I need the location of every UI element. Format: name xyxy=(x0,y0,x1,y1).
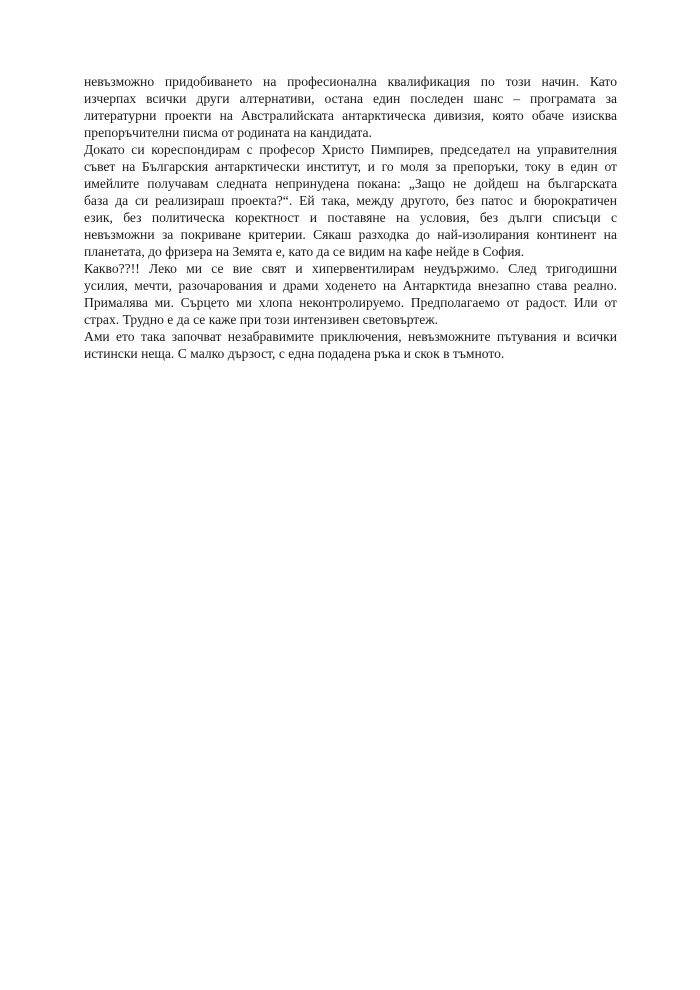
body-text xyxy=(84,73,617,362)
text-line: език, без политическа коректност и поставяне на условия, без дълги списъци с xyxy=(84,210,617,225)
text-line: Прималява ми. Сърцето ми хлопа неконтролируемо. Предполагаемо от радост. Или от xyxy=(84,295,617,310)
paragraph-4 xyxy=(84,328,617,362)
text-line: препоръчителни писма от родината на кандидата. xyxy=(84,125,372,140)
text-line: база да си реализираш проекта?“. Ей така, между другото, без патос и бюрократичен xyxy=(84,193,617,208)
text-line: Докато си кореспондирам с професор Христо Пимпирев, председател на управителния xyxy=(84,142,617,157)
text-line: планетата, до фризера на Земята е, като да се видим на кафе нейде в София. xyxy=(84,244,525,259)
text-line: страх. Трудно е да се каже при този интензивен световъртеж. xyxy=(84,312,439,327)
text-line: Ами ето така започват незабравимите приключения, невъзможните пътувания и всички xyxy=(84,329,617,344)
paragraph-2 xyxy=(84,141,617,260)
text-line: невъзможно придобиването на професионална квалификация по този начин. Като xyxy=(84,74,617,89)
text-line: Какво??!! Леко ми се вие свят и хипервентилирам неудържимо. След тригодишни xyxy=(84,261,617,276)
text-line: съвет на Българския антарктически институт, и го моля за препоръки, току в един от xyxy=(84,159,617,174)
paragraph-1 xyxy=(84,73,617,141)
paragraph-3 xyxy=(84,260,617,328)
text-line: истински неща. С малко дързост, с една подадена ръка и скок в тъмното. xyxy=(84,346,505,361)
text-line: усилия, мечти, разочарования и драми ходенето на Антарктида внезапно става реално. xyxy=(84,278,617,293)
text-line: изчерпах всички други алтернативи, остана един последен шанс – програмата за xyxy=(84,91,617,106)
text-line: литературни проекти на Австралийската антарктическа дивизия, която обаче изисква xyxy=(84,108,617,123)
text-line: имейлите получавам следната непринудена покана: „Защо не дойдеш на българската xyxy=(84,176,617,191)
text-line: невъзможни за покриване критерии. Сякаш разходка до най-изолирания континент на xyxy=(84,227,617,242)
